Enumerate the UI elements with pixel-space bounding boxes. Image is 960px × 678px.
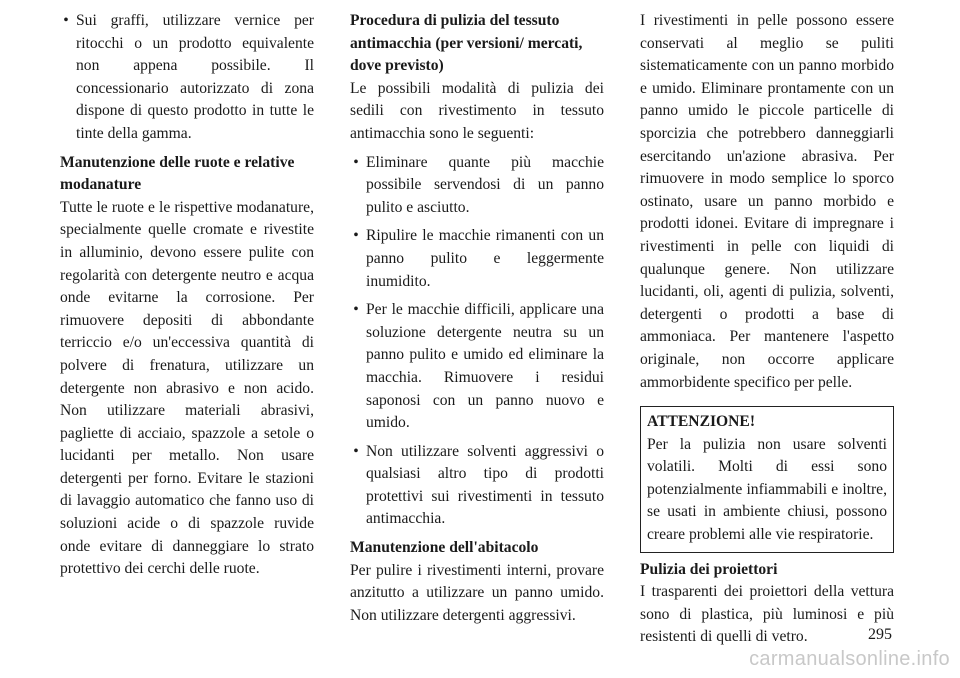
list-item xyxy=(350,441,604,531)
list-item-text: Sui graffi, utilizzare vernice per ritocchi o un prodotto equivalente non appena possibile. Il concessionario autorizzato di zona dispone di questo prodotto in tutte le tinte della gamma. xyxy=(76,12,314,142)
warning-box xyxy=(640,406,894,553)
bullet-icon: • xyxy=(63,12,69,29)
section-body-wheels: Tutte le ruote e le rispettive modanature, specialmente quelle cromate e rivestite in alluminio, devono essere pulite con regolarità con detergente neutro e acqua onde evitarne la corrosione. Per rimuovere depositi di abbondante terriccio e/o un'eccessiva quantità di polvere di frenatura, utilizzare un detergente non abrasivo e non acido. Non utilizzare materiali abrasivi, pagliette di acciaio, spazzole a setole o lucidanti per metallo. Non usare detergenti per forno. Evitare le stazioni di lavaggio automatico che fanno uso di soluzioni acide o di spazzole ruvide onde evitare di danneggiare lo strato protettivo dei cerchi delle ruote. xyxy=(60,198,314,578)
column-1-bullets xyxy=(60,10,314,146)
list-item-text: Ripulire le macchie rimanenti con un panno pulito e leggermente inumidito. xyxy=(366,227,604,290)
watermark: carmanualsonline.info xyxy=(749,648,950,670)
page-number: 295 xyxy=(868,626,892,643)
column-2-bullets xyxy=(350,152,604,532)
section-title-fabric: Procedura di pulizia del tessuto antimacchia (per versioni/ mercati, dove previsto) xyxy=(350,12,583,75)
section-body-headlamps: I trasparenti dei proiettori della vettura sono di plastica, più luminosi e più resistenti di quelli di vetro. xyxy=(640,583,894,646)
warning-text: Per la pulizia non usare solventi volatili. Molti di essi sono potenzialmente infiammabili e inoltre, se usati in ambiente chiusi, possono creare problemi alle vie respiratorie. xyxy=(647,435,887,544)
warning-title: ATTENZIONE! xyxy=(647,413,756,431)
list-item-text: Eliminare quante più macchie possibile servendosi di un panno pulito e asciutto. xyxy=(366,153,604,216)
list-item-text: Non utilizzare solventi aggressivi o qualsiasi altro tipo di prodotti protettivi sui rivestimenti in tessuto antimacchia. xyxy=(366,442,604,528)
list-item xyxy=(350,299,604,435)
list-item xyxy=(350,225,604,293)
list-item xyxy=(350,152,604,220)
bullet-icon: • xyxy=(353,442,359,460)
column-1 xyxy=(60,10,314,581)
list-item-text: Per le macchie difficili, applicare una soluzione detergente neutra su un panno pulito e umido ed eliminare la macchia. Rimuovere i residui saponosi con un panno nuovo e umido. xyxy=(366,301,604,432)
leather-care-body: I rivestimenti in pelle possono essere conservati al meglio se puliti sistematicamente con un panno morbido e umido. Eliminare prontamente con un panno umido le piccole particelle di sporcizia che potrebbero danneggiarli esercitando un'azione abrasiva. Per rimuovere in modo semplice lo sporco ostinato, usare un panno morbido e prodotti idonei. Evitare di impregnare i rivestimenti in pelle con liquidi di qualunque genere. Non utilizzare lucidanti, oli, agenti di pulizia, solventi, detergenti o prodotti a base di ammoniaca. Per mantenere l'aspetto originale, non occorre applicare ammorbidente specifico per pelle. xyxy=(640,12,894,391)
section-title-interior: Manutenzione dell'abitacolo xyxy=(350,539,539,557)
bullet-icon: • xyxy=(353,227,359,245)
section-body-interior: Per pulire i rivestimenti interni, provare anzitutto a utilizzare un panno umido. Non utilizzare detergenti aggressivi. xyxy=(350,561,604,624)
section-title-headlamps: Pulizia dei proiettori xyxy=(640,560,778,578)
column-3 xyxy=(640,10,894,649)
section-title-wheels: Manutenzione delle ruote e relative modanature xyxy=(60,153,295,194)
column-2 xyxy=(350,10,604,627)
section-intro-fabric: Le possibili modalità di pulizia dei sedili con rivestimento in tessuto antimacchia sono le seguenti: xyxy=(350,79,604,142)
list-item xyxy=(60,10,314,146)
bullet-icon: • xyxy=(353,153,359,171)
bullet-icon: • xyxy=(353,301,359,319)
